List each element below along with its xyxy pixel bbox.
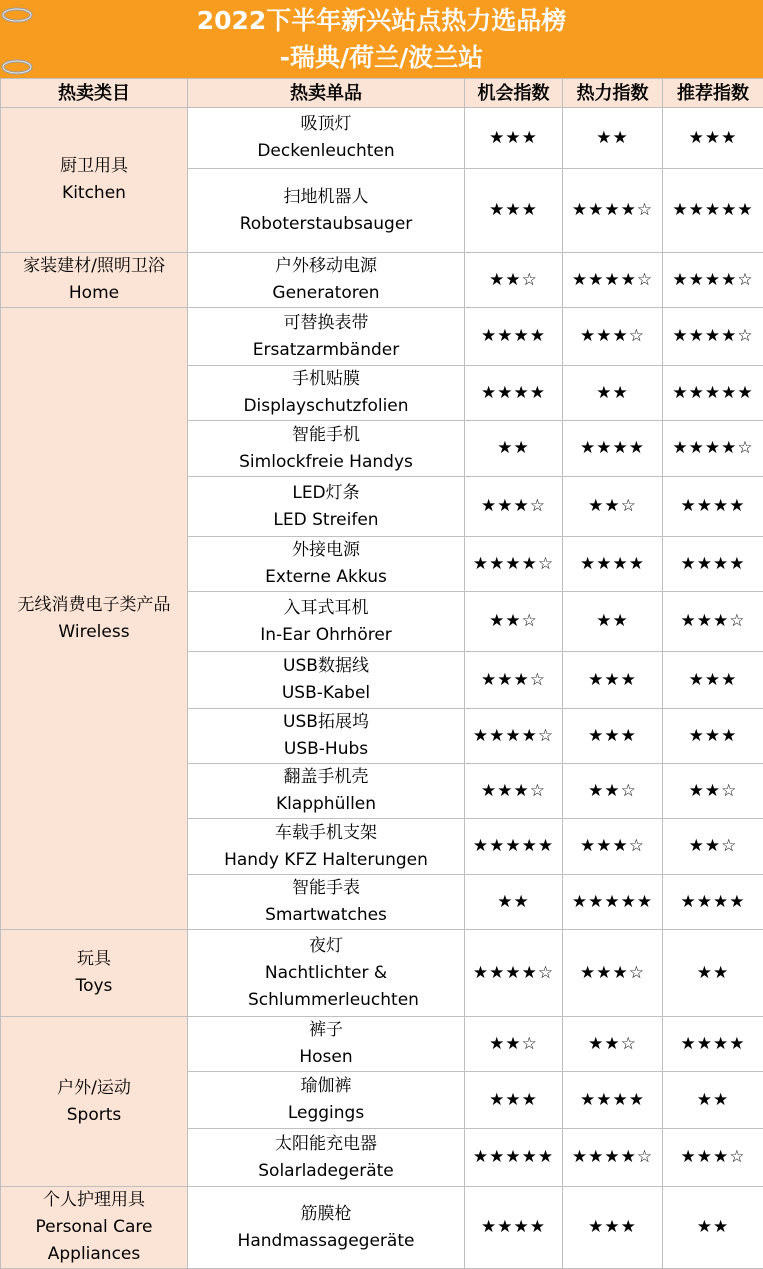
heat-rating: ★★☆ bbox=[563, 477, 663, 537]
recommend-rating: ★★★★★ bbox=[663, 366, 763, 421]
product-name-en: LED Streifen bbox=[188, 507, 464, 534]
product-name-cn: 手机贴膜 bbox=[188, 366, 464, 393]
product-cell bbox=[188, 537, 465, 592]
heat-rating: ★★★ bbox=[563, 652, 663, 709]
product-cell bbox=[188, 652, 465, 709]
recommend-rating: ★★★★ bbox=[663, 537, 763, 592]
category-name-cn: 无线消费电子类产品 bbox=[1, 592, 187, 619]
recommend-rating: ★★★★☆ bbox=[663, 308, 763, 366]
recommend-rating: ★★★ bbox=[663, 108, 763, 169]
product-cell bbox=[188, 308, 465, 366]
recommend-rating: ★★ bbox=[663, 930, 763, 1017]
opportunity-rating: ★★★☆ bbox=[465, 477, 563, 537]
heat-rating: ★★ bbox=[563, 592, 663, 652]
category-cell bbox=[1, 253, 188, 308]
product-name-en: Deckenleuchten bbox=[188, 138, 464, 165]
recommend-rating: ★★ bbox=[663, 1072, 763, 1129]
category-name-en: Kitchen bbox=[1, 180, 187, 207]
product-cell bbox=[188, 1129, 465, 1187]
product-name-cn: USB拓展坞 bbox=[188, 709, 464, 736]
product-cell bbox=[188, 819, 465, 875]
product-name-cn: 车载手机支架 bbox=[188, 820, 464, 847]
category-cell bbox=[1, 308, 188, 930]
product-name-en: Ersatzarmbänder bbox=[188, 337, 464, 364]
product-name-cn: 吸顶灯 bbox=[188, 111, 464, 138]
column-header-product: 热卖单品 bbox=[188, 79, 465, 108]
column-header-opportunity: 机会指数 bbox=[465, 79, 563, 108]
product-cell bbox=[188, 709, 465, 764]
product-name-cn: 外接电源 bbox=[188, 537, 464, 564]
product-name-cn: 智能手表 bbox=[188, 875, 464, 902]
heat-rating: ★★☆ bbox=[563, 1017, 663, 1072]
product-name-en: USB-Kabel bbox=[188, 680, 464, 707]
page-title: 2022下半年新兴站点热力选品榜 bbox=[0, 4, 763, 38]
product-name-en: USB-Hubs bbox=[188, 736, 464, 763]
product-name-en: Generatoren bbox=[188, 280, 464, 307]
product-name-cn: 太阳能充电器 bbox=[188, 1131, 464, 1158]
opportunity-rating: ★★★ bbox=[465, 169, 563, 253]
product-name-en: Simlockfreie Handys bbox=[188, 449, 464, 476]
opportunity-rating: ★★ bbox=[465, 421, 563, 477]
product-cell bbox=[188, 930, 465, 1017]
category-name-cn: 家装建材/照明卫浴 bbox=[1, 253, 187, 280]
product-name-en: Nachtlichter & Schlummerleuchten bbox=[188, 960, 464, 1014]
product-name-en: In-Ear Ohrhörer bbox=[188, 622, 464, 649]
opportunity-rating: ★★★★ bbox=[465, 1187, 563, 1269]
product-name-en: Klapphüllen bbox=[188, 791, 464, 818]
table-row bbox=[1, 308, 763, 366]
product-cell bbox=[188, 366, 465, 421]
table-row bbox=[1, 253, 763, 308]
category-name-cn: 户外/运动 bbox=[1, 1075, 187, 1102]
product-name-cn: USB数据线 bbox=[188, 653, 464, 680]
opportunity-rating: ★★☆ bbox=[465, 592, 563, 652]
heat-rating: ★★★ bbox=[563, 709, 663, 764]
opportunity-rating: ★★☆ bbox=[465, 1017, 563, 1072]
recommend-rating: ★★★ bbox=[663, 709, 763, 764]
category-cell bbox=[1, 1017, 188, 1187]
product-name-en: Roboterstaubsauger bbox=[188, 211, 464, 238]
column-header-heat: 热力指数 bbox=[563, 79, 663, 108]
product-name-cn: LED灯条 bbox=[188, 480, 464, 507]
recommend-rating: ★★★★★ bbox=[663, 169, 763, 253]
product-name-en: Hosen bbox=[188, 1044, 464, 1071]
recommend-rating: ★★★☆ bbox=[663, 592, 763, 652]
heat-rating: ★★★★☆ bbox=[563, 169, 663, 253]
heat-rating: ★★★★☆ bbox=[563, 253, 663, 308]
category-name-en: Sports bbox=[1, 1102, 187, 1129]
heat-rating: ★★★ bbox=[563, 1187, 663, 1269]
recommend-rating: ★★★★ bbox=[663, 875, 763, 930]
opportunity-rating: ★★★★★ bbox=[465, 819, 563, 875]
product-name-cn: 裤子 bbox=[188, 1017, 464, 1044]
heat-rating: ★★★★★ bbox=[563, 875, 663, 930]
category-name-cn: 个人护理用具 bbox=[1, 1187, 187, 1214]
recommend-rating: ★★☆ bbox=[663, 764, 763, 819]
product-name-en: Smartwatches bbox=[188, 902, 464, 929]
category-cell bbox=[1, 930, 188, 1017]
category-name-en: Home bbox=[1, 280, 187, 307]
product-cell bbox=[188, 764, 465, 819]
recommend-rating: ★★★★ bbox=[663, 477, 763, 537]
category-name-en: Toys bbox=[1, 973, 187, 1000]
heat-rating: ★★★☆ bbox=[563, 930, 663, 1017]
product-cell bbox=[188, 1017, 465, 1072]
heat-rating: ★★★★ bbox=[563, 421, 663, 477]
product-cell bbox=[188, 421, 465, 477]
heat-rating: ★★★☆ bbox=[563, 819, 663, 875]
title-banner bbox=[0, 0, 763, 78]
product-name-cn: 入耳式耳机 bbox=[188, 595, 464, 622]
table-row bbox=[1, 930, 763, 1017]
product-cell bbox=[188, 1187, 465, 1269]
opportunity-rating: ★★★ bbox=[465, 108, 563, 169]
recommend-rating: ★★★ bbox=[663, 652, 763, 709]
recommend-rating: ★★★★ bbox=[663, 1017, 763, 1072]
opportunity-rating: ★★★ bbox=[465, 1072, 563, 1129]
product-name-en: Handy KFZ Halterungen bbox=[188, 847, 464, 874]
opportunity-rating: ★★★★☆ bbox=[465, 537, 563, 592]
category-name-cn: 玩具 bbox=[1, 946, 187, 973]
product-name-en: Leggings bbox=[188, 1100, 464, 1127]
product-name-cn: 可替换表带 bbox=[188, 310, 464, 337]
category-cell bbox=[1, 108, 188, 253]
product-name-cn: 筋膜枪 bbox=[188, 1201, 464, 1228]
product-name-cn: 翻盖手机壳 bbox=[188, 764, 464, 791]
product-name-en: Solarladegeräte bbox=[188, 1158, 464, 1185]
category-cell bbox=[1, 1187, 188, 1269]
table-header-row bbox=[1, 79, 763, 108]
opportunity-rating: ★★★★☆ bbox=[465, 930, 563, 1017]
product-cell bbox=[188, 1072, 465, 1129]
recommend-rating: ★★ bbox=[663, 1187, 763, 1269]
recommend-rating: ★★★★☆ bbox=[663, 421, 763, 477]
product-cell bbox=[188, 477, 465, 537]
opportunity-rating: ★★★☆ bbox=[465, 764, 563, 819]
product-table bbox=[0, 78, 763, 1269]
opportunity-rating: ★★★★★ bbox=[465, 1129, 563, 1187]
product-cell bbox=[188, 169, 465, 253]
product-cell bbox=[188, 253, 465, 308]
category-name-en: Personal Care Appliances bbox=[1, 1214, 187, 1268]
recommend-rating: ★★★★☆ bbox=[663, 253, 763, 308]
product-name-cn: 扫地机器人 bbox=[188, 184, 464, 211]
heat-rating: ★★★★ bbox=[563, 1072, 663, 1129]
product-cell bbox=[188, 592, 465, 652]
product-name-en: Displayschutzfolien bbox=[188, 393, 464, 420]
product-name-cn: 瑜伽裤 bbox=[188, 1073, 464, 1100]
table-row bbox=[1, 1187, 763, 1269]
column-header-recommend: 推荐指数 bbox=[663, 79, 763, 108]
heat-rating: ★★ bbox=[563, 366, 663, 421]
category-name-cn: 厨卫用具 bbox=[1, 153, 187, 180]
page-subtitle: -瑞典/荷兰/波兰站 bbox=[0, 41, 763, 75]
column-header-category: 热卖类目 bbox=[1, 79, 188, 108]
heat-rating: ★★★★ bbox=[563, 537, 663, 592]
category-name-en: Wireless bbox=[1, 619, 187, 646]
heat-rating: ★★★☆ bbox=[563, 308, 663, 366]
opportunity-rating: ★★★★ bbox=[465, 366, 563, 421]
product-cell bbox=[188, 875, 465, 930]
product-name-en: Externe Akkus bbox=[188, 564, 464, 591]
opportunity-rating: ★★★★ bbox=[465, 308, 563, 366]
opportunity-rating: ★★★☆ bbox=[465, 652, 563, 709]
heat-rating: ★★★★☆ bbox=[563, 1129, 663, 1187]
product-cell bbox=[188, 108, 465, 169]
product-name-en: Handmassagegeräte bbox=[188, 1228, 464, 1255]
opportunity-rating: ★★ bbox=[465, 875, 563, 930]
recommend-rating: ★★★☆ bbox=[663, 1129, 763, 1187]
heat-rating: ★★☆ bbox=[563, 764, 663, 819]
recommend-rating: ★★☆ bbox=[663, 819, 763, 875]
table-row bbox=[1, 1017, 763, 1072]
table-row bbox=[1, 108, 763, 169]
opportunity-rating: ★★☆ bbox=[465, 253, 563, 308]
product-name-cn: 智能手机 bbox=[188, 422, 464, 449]
product-name-cn: 户外移动电源 bbox=[188, 253, 464, 280]
product-name-cn: 夜灯 bbox=[188, 933, 464, 960]
heat-rating: ★★ bbox=[563, 108, 663, 169]
opportunity-rating: ★★★★☆ bbox=[465, 709, 563, 764]
